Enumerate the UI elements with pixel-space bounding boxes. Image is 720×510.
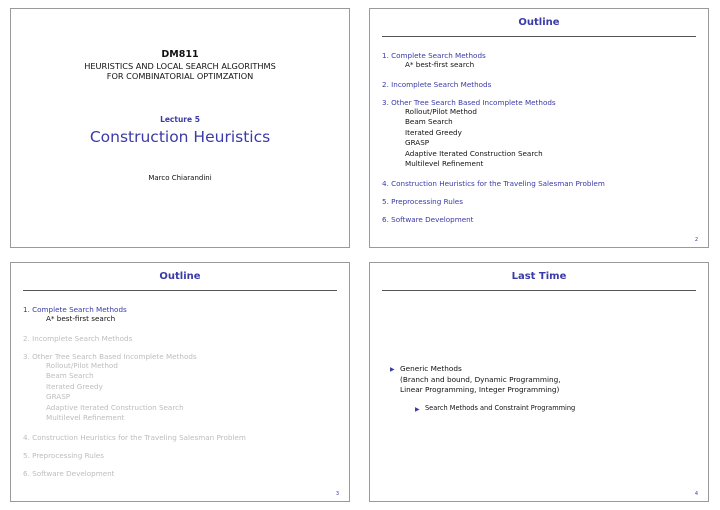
toc-gap bbox=[382, 170, 698, 179]
bullet-line-1: Generic Methods bbox=[400, 364, 462, 373]
outline-slide bbox=[369, 8, 709, 248]
outline-slide-highlighted bbox=[10, 262, 350, 502]
triangle-bullet-icon: ▶ bbox=[415, 406, 420, 413]
toc-gap bbox=[23, 325, 339, 334]
toc-subsection-label: GRASP bbox=[405, 138, 430, 147]
toc-subsection-label: Multilevel Refinement bbox=[46, 413, 125, 422]
sub-bullet-text: Search Methods and Constraint Programming bbox=[425, 404, 576, 412]
toc-section-label: 1. Complete Search Methods bbox=[23, 305, 127, 314]
toc-section[interactable] bbox=[23, 305, 339, 325]
toc-gap bbox=[23, 460, 339, 469]
toc-subsection-label: Beam Search bbox=[46, 371, 94, 380]
frame-title: Last Time bbox=[511, 271, 567, 282]
toc-subsection-label: Rollout/Pilot Method bbox=[46, 360, 118, 370]
subtitle-line-2: FOR COMBINATORIAL OPTIMZATION bbox=[106, 71, 254, 81]
toc-subsection-label: Multilevel Refinement bbox=[405, 159, 484, 168]
title-rule bbox=[382, 290, 696, 291]
frame-title: Outline bbox=[159, 271, 201, 282]
toc-section-label: 4. Construction Heuristics for the Traveling Salesman Problem bbox=[382, 178, 605, 188]
toc-section[interactable] bbox=[382, 51, 698, 71]
author: Marco Chiarandini bbox=[148, 174, 212, 182]
page-number: 2 bbox=[694, 237, 698, 243]
bullet-line-2: (Branch and bound, Dynamic Programming, bbox=[400, 374, 561, 384]
table-of-contents bbox=[382, 51, 698, 224]
toc-section-label: 1. Complete Search Methods bbox=[382, 51, 486, 60]
toc-section-label: 2. Incomplete Search Methods bbox=[23, 333, 133, 343]
subtitle-line-1: HEURISTICS AND LOCAL SEARCH ALGORITHMS bbox=[84, 61, 276, 71]
toc-subsection-label: Rollout/Pilot Method bbox=[405, 106, 477, 116]
toc-section-label: 6. Software Development bbox=[382, 214, 474, 224]
toc-gap bbox=[382, 188, 698, 197]
title-slide bbox=[10, 8, 350, 248]
toc-section[interactable] bbox=[23, 451, 339, 460]
toc-subsection-label: Iterated Greedy bbox=[405, 127, 462, 137]
toc-section[interactable] bbox=[382, 80, 698, 89]
page-number: 3 bbox=[335, 491, 339, 497]
toc-gap bbox=[382, 89, 698, 98]
toc-section-label: 3. Other Tree Search Based Incomplete Methods bbox=[382, 97, 556, 107]
frame-title: Outline bbox=[518, 17, 560, 28]
toc-gap bbox=[382, 206, 698, 215]
toc-section[interactable] bbox=[23, 352, 339, 424]
title-rule bbox=[23, 290, 337, 291]
toc-subsection-label: Adaptive Iterated Construction Search bbox=[46, 402, 184, 412]
toc-subsection-label: GRASP bbox=[46, 392, 71, 401]
bullet-line-3: Linear Programming, Integer Programming) bbox=[400, 385, 560, 394]
toc-section-label: 5. Preprocessing Rules bbox=[23, 450, 104, 460]
toc-subsection-label: A* best-first search bbox=[46, 314, 116, 323]
bullet-generic-methods bbox=[390, 364, 561, 396]
toc-gap bbox=[23, 442, 339, 451]
triangle-bullet-icon: ▶ bbox=[390, 366, 395, 373]
toc-gap bbox=[23, 424, 339, 433]
toc-section[interactable] bbox=[23, 433, 339, 442]
sub-bullet bbox=[415, 404, 576, 413]
toc-section-label: 2. Incomplete Search Methods bbox=[382, 79, 492, 89]
toc-section-label: 3. Other Tree Search Based Incomplete Methods bbox=[23, 351, 197, 361]
toc-subsection-label: Beam Search bbox=[405, 117, 453, 126]
toc-section[interactable] bbox=[23, 334, 339, 343]
toc-gap bbox=[23, 343, 339, 352]
course-code: DM811 bbox=[161, 49, 199, 60]
toc-section[interactable] bbox=[382, 215, 698, 224]
toc-section[interactable] bbox=[382, 179, 698, 188]
toc-section[interactable] bbox=[382, 197, 698, 206]
toc-subsection-label: Adaptive Iterated Construction Search bbox=[405, 148, 543, 158]
lecture-number: Lecture 5 bbox=[160, 115, 200, 124]
course-subtitle bbox=[11, 61, 349, 81]
lecture-title: Construction Heuristics bbox=[89, 128, 271, 146]
toc-gap bbox=[382, 71, 698, 80]
last-time-slide bbox=[369, 262, 709, 502]
title-rule bbox=[382, 36, 696, 37]
toc-section[interactable] bbox=[23, 469, 339, 478]
toc-section[interactable] bbox=[382, 98, 698, 170]
page-number: 4 bbox=[694, 491, 698, 497]
toc-subsection-label: Iterated Greedy bbox=[46, 381, 103, 391]
toc-section-label: 6. Software Development bbox=[23, 468, 115, 478]
toc-section-label: 5. Preprocessing Rules bbox=[382, 196, 463, 206]
toc-subsection-label: A* best-first search bbox=[405, 60, 475, 69]
toc-section-label: 4. Construction Heuristics for the Traveling Salesman Problem bbox=[23, 432, 246, 442]
table-of-contents bbox=[23, 305, 339, 478]
